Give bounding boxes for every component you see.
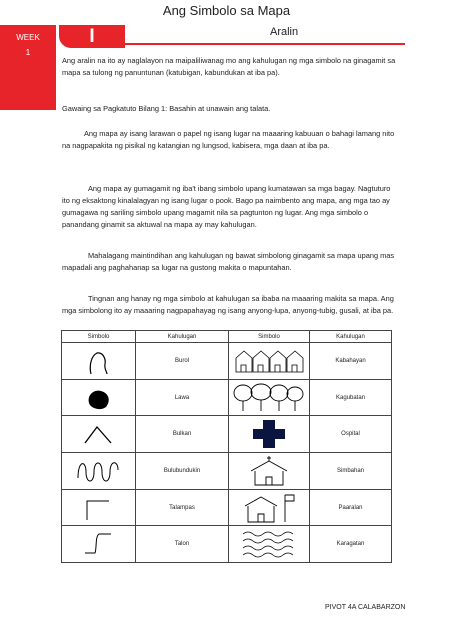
meaning-cell: Paaralan (310, 489, 392, 526)
table-row (62, 453, 392, 490)
waterfall-symbol (62, 526, 136, 563)
footer-label: PIVOT 4A CALABARZON (325, 604, 406, 611)
header-symbol: Simbolo (229, 331, 310, 343)
week-number: 1 (25, 48, 31, 57)
meaning-cell: Simbahan (310, 453, 392, 490)
symbol-table (61, 330, 392, 563)
week-indicator (0, 30, 56, 60)
meaning-cell: Ospital (310, 416, 392, 453)
meaning-cell: Kabahayan (310, 343, 392, 380)
meaning-cell: Bulubundukin (136, 453, 229, 490)
activity-instruction: Gawaing sa Pagkatuto Bilang 1: Basahin at unawain ang talata. (62, 104, 271, 113)
school-symbol (229, 489, 310, 526)
table-row (62, 489, 392, 526)
table-header-row (62, 331, 392, 343)
paragraph-map-definition: Ang mapa ay isang larawan o papel ng isang lugar na maaaring kabuuan o bahagi lamang nito na nagpapakita ng pisikal ng katangian ng lungsod, kabisera, mga daan at iba pa. (62, 129, 395, 150)
meaning-cell: Talampas (136, 489, 229, 526)
houses-symbol (229, 343, 310, 380)
meaning-cell: Burol (136, 343, 229, 380)
lesson-number: I (89, 26, 95, 47)
lake-symbol (62, 379, 136, 416)
table-row (62, 526, 392, 563)
header-meaning: Kahulugan (310, 331, 392, 343)
intro-paragraph: Ang aralin na ito ay naglalayon na maipaliliwanag mo ang kahulugan ng mga simbolo na ginagamit sa mapa sa tulong ng panuntunan (katubigan, kabundukan at iba pa). (62, 56, 396, 77)
meaning-cell: Kagubatan (310, 379, 392, 416)
page-title: Ang Simbolo sa Mapa (162, 3, 291, 18)
cross-symbol (229, 416, 310, 453)
forest-symbol (229, 379, 310, 416)
hill-symbol (62, 343, 136, 380)
meaning-cell: Karagatan (310, 526, 392, 563)
table-row (62, 343, 392, 380)
header-symbol: Simbolo (62, 331, 136, 343)
header-divider (125, 43, 405, 45)
table-row (62, 416, 392, 453)
sea-symbol (229, 526, 310, 563)
church-symbol (229, 453, 310, 490)
meaning-cell: Lawa (136, 379, 229, 416)
paragraph-table-intro: Tingnan ang hanay ng mga simbolo at kahulugan sa ibaba na maaaring makita sa mapa. Ang mga simbolong ito ay maaaring nagpapahayag ng isang anyong-lupa, anyong-tubig, gusali, at iba pa. (62, 294, 394, 315)
week-label: WEEK (16, 33, 40, 42)
meaning-cell: Bulkan (136, 416, 229, 453)
paragraph-map-symbols: Ang mapa ay gumagamit ng iba't ibang simbolo upang kumatawan sa mga bagay. Nagtuturo ito ng eksaktong kinalalagyan ng isang lugar o pook. Bago pa naimbento ang mapa, ang mga tao ay gumagawa ng sariling simbolo upang magamit nila sa pagtunton ng lugar. Ang mga simbolo o panandang ginamit sa aktuwal na mapa ay may kahulugan. (62, 184, 391, 229)
lesson-label: Aralin (270, 26, 299, 38)
paragraph-importance: Mahalagang maintindihan ang kahulugan ng bawat simbolong ginagamit sa mapa upang mas mapadali ang paghahanap sa lugar na gustong makita o mapuntahan. (62, 251, 395, 272)
mountain-range-symbol (62, 453, 136, 490)
header-meaning: Kahulugan (136, 331, 229, 343)
meaning-cell: Talon (136, 526, 229, 563)
table-row (62, 379, 392, 416)
plateau-symbol (62, 489, 136, 526)
volcano-symbol (62, 416, 136, 453)
lesson-badge (59, 25, 125, 48)
